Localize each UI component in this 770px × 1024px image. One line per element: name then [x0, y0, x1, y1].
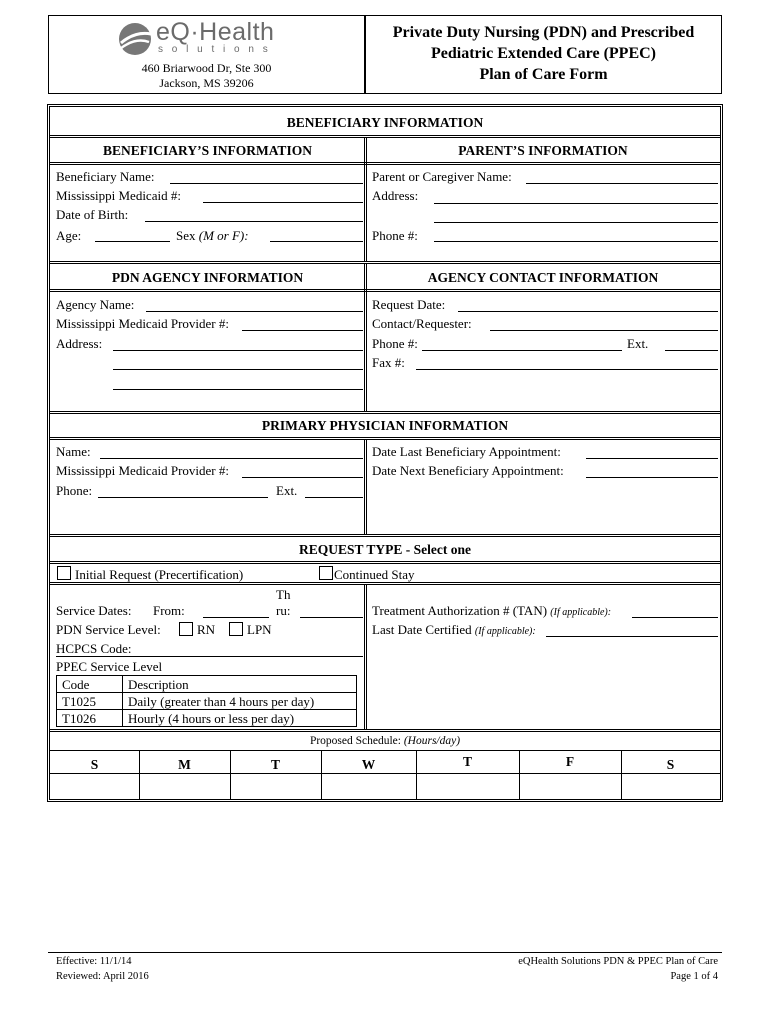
age-field[interactable]	[95, 241, 170, 242]
beneficiary-info-heading: BENEFICIARY’S INFORMATION	[103, 143, 312, 158]
table-header-description: Description	[123, 676, 357, 693]
initial-request-checkbox[interactable]	[57, 566, 71, 580]
continued-stay-label: Continued Stay	[334, 567, 415, 582]
table-cell-code: T1025	[57, 693, 123, 710]
parent-info-heading: PARENT’S INFORMATION	[458, 143, 628, 158]
thru-label-top: Th	[276, 587, 291, 602]
dob-field[interactable]	[145, 221, 363, 222]
schedule-cell-friday[interactable]	[520, 775, 620, 799]
dob-label: Date of Birth:	[56, 207, 129, 222]
footer-reviewed-date: Reviewed: April 2016	[56, 971, 149, 982]
age-label: Age:	[56, 228, 82, 243]
lpn-checkbox[interactable]	[229, 622, 243, 636]
agency-address-field-1[interactable]	[113, 350, 363, 351]
table-header-code: Code	[57, 676, 123, 693]
parent-address-field-2[interactable]	[434, 222, 718, 223]
table-cell-description: Daily (greater than 4 hours per day)	[123, 693, 357, 710]
schedule-cell-thursday[interactable]	[417, 775, 518, 799]
parent-name-label: Parent or Caregiver Name:	[372, 169, 512, 184]
agency-contact-heading: AGENCY CONTACT INFORMATION	[427, 270, 659, 285]
logo	[118, 20, 298, 60]
physician-section-title: PRIMARY PHYSICIAN INFORMATION	[261, 418, 509, 433]
last-certified-field[interactable]	[546, 636, 718, 637]
schedule-title: Proposed Schedule: (Hours/day)	[309, 735, 461, 747]
parent-phone-field[interactable]	[434, 241, 718, 242]
physician-ext-label: Ext.	[276, 483, 298, 498]
schedule-cell-monday[interactable]	[140, 775, 229, 799]
service-dates-label: Service Dates:	[56, 603, 132, 618]
next-appointment-label: Date Next Beneficiary Appointment:	[372, 463, 564, 478]
schedule-day-sunday: S	[90, 757, 99, 772]
hcpcs-label: HCPCS Code:	[56, 641, 132, 656]
table-header-row	[57, 676, 357, 693]
page-title-line1: Private Duty Nursing (PDN) and Prescribed	[392, 24, 695, 41]
beneficiary-name-field[interactable]	[170, 183, 363, 184]
rn-label: RN	[197, 622, 216, 637]
physician-phone-label: Phone:	[56, 483, 93, 498]
parent-phone-label: Phone #:	[372, 228, 418, 243]
agency-ext-label: Ext.	[627, 336, 649, 351]
physician-name-label: Name:	[56, 444, 91, 459]
parent-address-label: Address:	[372, 188, 419, 203]
parent-address-field-1[interactable]	[434, 203, 718, 204]
schedule-day-wednesday: W	[361, 757, 376, 772]
last-certified-label: Last Date Certified (If applicable):	[372, 622, 536, 637]
tan-label: Treatment Authorization # (TAN) (If applicable):	[372, 603, 612, 618]
schedule-cell-wednesday[interactable]	[322, 775, 415, 799]
request-date-label: Request Date:	[372, 297, 446, 312]
pdn-agency-heading: PDN AGENCY INFORMATION	[111, 270, 304, 285]
header-address-line1: 460 Briarwood Dr, Ste 300	[141, 61, 272, 75]
schedule-day-thursday: T	[462, 754, 472, 769]
beneficiary-name-label: Beneficiary Name:	[56, 169, 155, 184]
schedule-day-monday: M	[178, 757, 191, 772]
medicaid-number-label: Mississippi Medicaid #:	[56, 188, 181, 203]
pdn-level-label: PDN Service Level:	[56, 622, 161, 637]
agency-fax-label: Fax #:	[372, 355, 405, 370]
table-row	[57, 710, 357, 727]
hcpcs-field[interactable]	[56, 656, 363, 657]
sex-field[interactable]	[270, 241, 363, 242]
contact-requester-label: Contact/Requester:	[372, 316, 472, 331]
agency-address-field-3[interactable]	[113, 389, 363, 390]
schedule-day-tuesday: T	[270, 757, 280, 772]
schedule-cell-tuesday[interactable]	[231, 775, 320, 799]
service-from-field[interactable]	[203, 617, 269, 618]
agency-ext-field[interactable]	[665, 350, 718, 351]
last-appointment-label: Date Last Beneficiary Appointment:	[372, 444, 561, 459]
table-cell-description: Hourly (4 hours or less per day)	[123, 710, 357, 727]
sex-label: Sex (M or F):	[176, 228, 249, 243]
footer-page-number: Page 1 of 4	[670, 971, 718, 982]
physician-ext-field[interactable]	[305, 497, 363, 498]
beneficiary-section-title: BENEFICIARY INFORMATION	[286, 115, 484, 130]
from-label: From:	[153, 603, 185, 618]
thru-label-bottom: ru:	[276, 603, 291, 618]
next-appointment-field[interactable]	[586, 477, 718, 478]
table-cell-code: T1026	[57, 710, 123, 727]
initial-request-label: Initial Request (Precertification)	[75, 567, 244, 582]
request-date-field[interactable]	[458, 311, 718, 312]
agency-address-field-2[interactable]	[113, 369, 363, 370]
agency-provider-field[interactable]	[242, 330, 363, 331]
tan-field[interactable]	[632, 617, 718, 618]
page-title-line3: Plan of Care Form	[479, 66, 608, 83]
contact-requester-field[interactable]	[490, 330, 718, 331]
logo-swoosh-icon	[118, 22, 152, 56]
page-title-line2: Pediatric Extended Care (PPEC)	[431, 45, 656, 62]
physician-provider-field[interactable]	[242, 477, 363, 478]
parent-name-field[interactable]	[526, 183, 718, 184]
agency-phone-field[interactable]	[422, 350, 622, 351]
medicaid-number-field[interactable]	[203, 202, 363, 203]
logo-text: eQ·Health	[156, 18, 275, 46]
continued-stay-checkbox[interactable]	[319, 566, 333, 580]
ppec-code-table	[56, 675, 357, 727]
rn-checkbox[interactable]	[179, 622, 193, 636]
header-address-line2: Jackson, MS 39206	[159, 76, 254, 90]
table-row	[57, 693, 357, 710]
schedule-day-saturday: S	[666, 757, 675, 772]
request-section-title: REQUEST TYPE - Select one	[298, 542, 471, 557]
physician-phone-field[interactable]	[98, 497, 268, 498]
agency-provider-label: Mississippi Medicaid Provider #:	[56, 316, 229, 331]
schedule-cell-saturday[interactable]	[622, 775, 719, 799]
agency-name-field[interactable]	[146, 311, 363, 312]
agency-name-label: Agency Name:	[56, 297, 135, 312]
agency-address-label: Address:	[56, 336, 103, 351]
agency-phone-label: Phone #:	[372, 336, 418, 351]
schedule-cell-sunday[interactable]	[51, 775, 138, 799]
service-thru-field[interactable]	[300, 617, 363, 618]
footer-effective-date: Effective: 11/1/14	[56, 956, 132, 967]
physician-provider-label: Mississippi Medicaid Provider #:	[56, 463, 229, 478]
lpn-label: LPN	[247, 622, 272, 637]
footer-document-name: eQHealth Solutions PDN & PPEC Plan of Care	[518, 956, 718, 967]
ppec-level-label: PPEC Service Level	[56, 659, 163, 674]
schedule-day-friday: F	[565, 754, 575, 769]
agency-fax-field[interactable]	[416, 369, 718, 370]
physician-name-field[interactable]	[100, 458, 363, 459]
last-appointment-field[interactable]	[586, 458, 718, 459]
logo-subtext: s o l u t i o n s	[158, 44, 271, 55]
